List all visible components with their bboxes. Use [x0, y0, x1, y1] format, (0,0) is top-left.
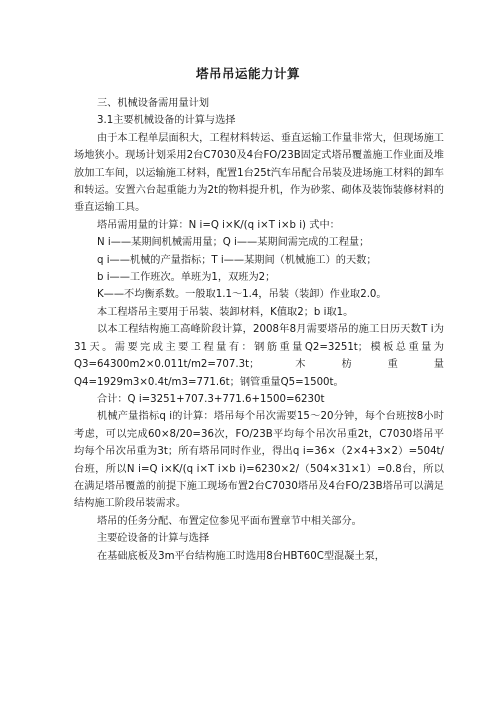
document-body — [74, 95, 444, 565]
document-title: 塔吊吊运能力计算 — [195, 66, 300, 81]
paragraph: K——不均衡系数。一般取1.1～1.4，吊装（装卸）作业取2.0。 — [97, 289, 387, 301]
paragraph: 由于本工程单层面积大，工程材料转运、垂直运输工作量非常大，但现场施工场地狭小。现场计划采用2台C7030及4台FO/23B固定式塔吊覆盖施工作业面及堆放加工车间，以运输施工材料，配置1台25t汽车吊配合吊装及进场施工材料的卸车和转运。安置六台起重能力为2t的物料提升机，作为砂浆、砌体及装饰装修材料的垂直运输工具。 — [74, 132, 444, 214]
paragraph: b i——工作班次。单班为1，双班为2； — [97, 272, 276, 284]
paragraph: 以本工程结构施工高峰阶段计算，2008年8月需要塔吊的施工日历天数T i为31天。需要完成主要工程量有：钢筋重量Q2=3251t；模板总重量为 Q3=64300m2×0.011t/m2=707.3t；木枋重量Q4=1929m3×0.4t/m3=771.6t；钢管重量Q5=1500t。 — [74, 324, 444, 388]
paragraph: 主要砼设备的计算与选择 — [97, 533, 210, 545]
paragraph: 在基础底板及3m平台结构施工时选用8台HBT60C型混凝土泵， — [97, 550, 385, 562]
paragraph: 合计：Q i=3251+707.3+771.6+1500=6230t — [97, 393, 325, 405]
paragraph: 塔吊需用量的计算：N i=Q i×K/(q i×T i×b i) 式中： — [97, 219, 340, 231]
paragraph: q i——机械的产量指标；T i——某期间（机械施工）的天数； — [97, 254, 377, 266]
paragraph: 机械产量指标q i的计算：塔吊每个吊次需要15～20分钟，每个台班按8小时考虑，可以完成60×8/20=36次，FO/23B平均每个吊次吊重2t，C7030塔吊平均每个吊次吊重为3t；所有塔吊同时作业，得出q i=36×（2×4+3×2）=504t/台班，所以N i=Q i×K/(q i×T i×b i)=6230×2/（504×31×1）=0.8台，所以在满足塔吊覆盖的前提下施工现场布置2台C7030塔吊及4台FO/23B塔吊可以满足结构施工阶段吊装需求。 — [74, 411, 444, 510]
paragraph: 三、机械设备需用量计划 — [97, 98, 210, 109]
paragraph: 塔吊的任务分配、布置定位参见平面布置章节中相关部分。 — [97, 515, 362, 527]
paragraph: 本工程塔吊主要用于吊装、装卸材料，K值取2；b i取1。 — [97, 306, 354, 318]
paragraph: N i——某期间机械需用量；Q i——某期间需完成的工程量； — [97, 237, 370, 249]
paragraph: 3.1主要机械设备的计算与选择 — [97, 115, 236, 127]
